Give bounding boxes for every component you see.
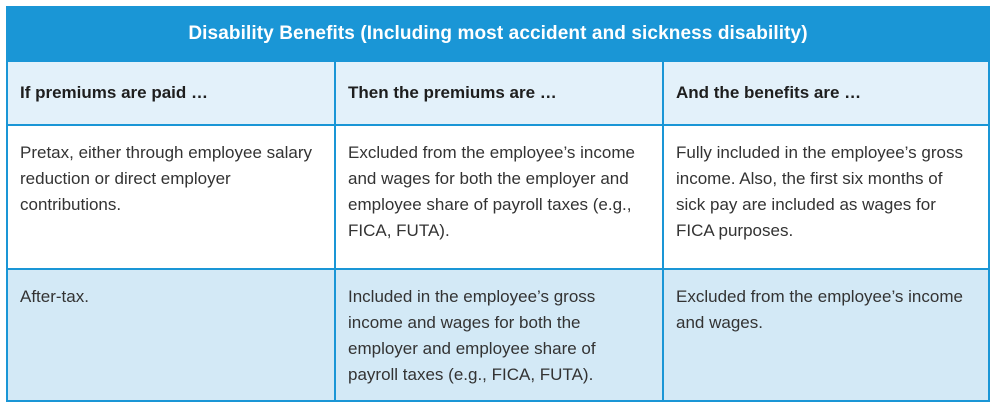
table-grid [8,62,988,400]
table-cell-pretax-benefits: Fully included in the employee’s gross income. Also, the first six months of sick pay are included as wages for FICA purposes. [664,126,988,268]
column-header-benefits-are: And the benefits are … [664,62,988,124]
column-header-premiums-paid: If premiums are paid … [8,62,334,124]
table-cell-aftertax-benefits: Excluded from the employee’s income and wages. [664,270,988,400]
table-title: Disability Benefits (Including most accident and sickness disability) [188,23,808,44]
disability-benefits-table [6,6,990,402]
table-cell-pretax-paid: Pretax, either through employee salary reduction or direct employer contributions. [8,126,334,268]
table-cell-pretax-premiums: Excluded from the employee’s income and wages for both the employer and employee share of payroll taxes (e.g., FICA, FUTA). [336,126,662,268]
column-header-premiums-are: Then the premiums are … [336,62,662,124]
table-cell-aftertax-premiums: Included in the employee’s gross income and wages for both the employer and employee share of payroll taxes (e.g., FICA, FUTA). [336,270,662,400]
table-cell-aftertax-paid: After-tax. [8,270,334,400]
